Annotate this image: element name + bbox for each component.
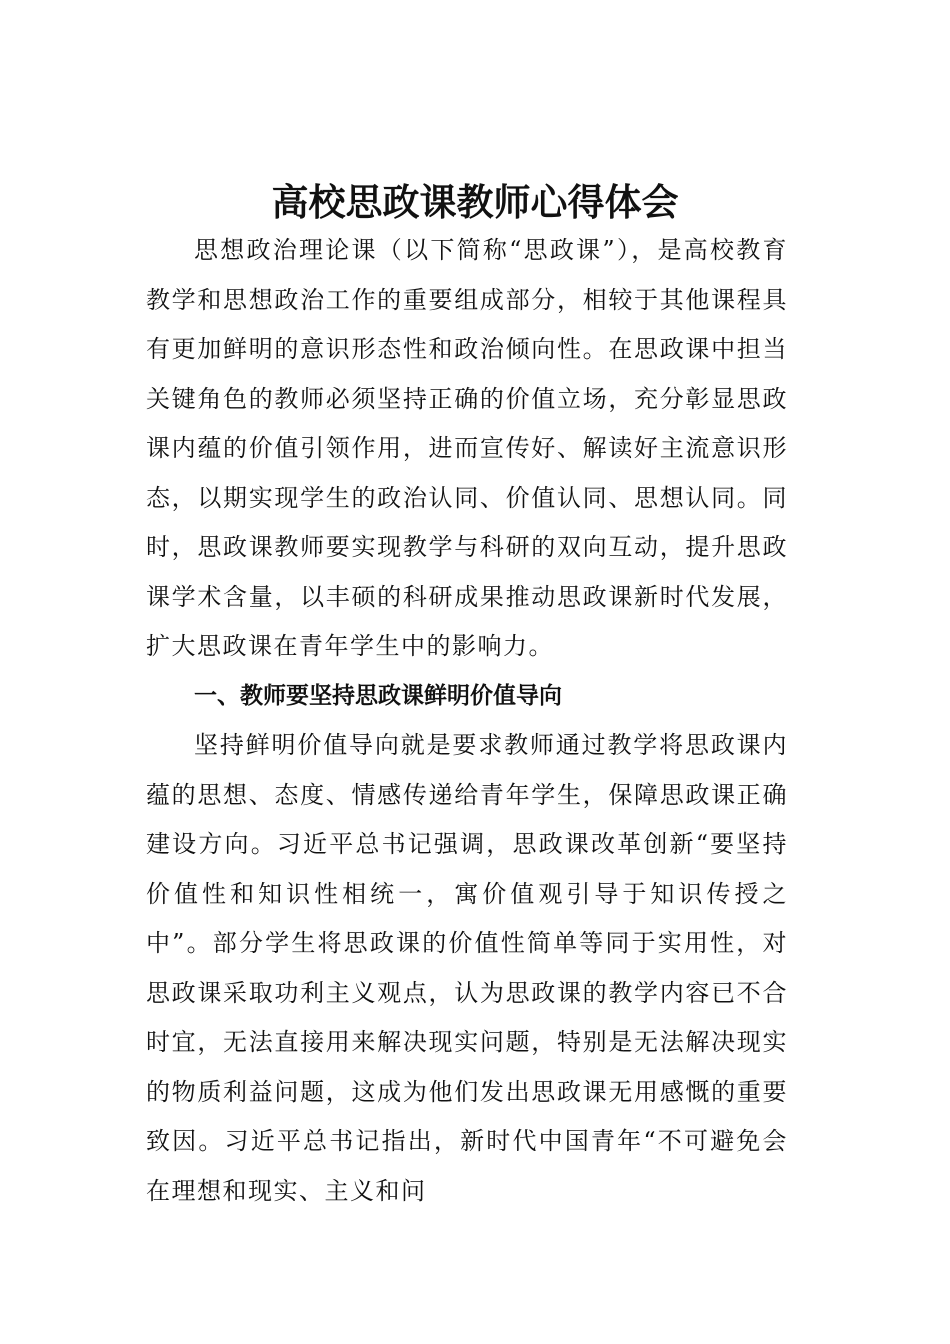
document-title: 高校思政课教师心得体会 [271, 180, 679, 224]
section-heading-1: 一、教师要坚持思政课鲜明价值导向 [194, 682, 562, 709]
intro-paragraph: 思想政治理论课（以下简称“思政课”），是高校教育教学和思想政治工作的重要组成部分，相较于其他课程具有更加鲜明的意识形态性和政治倾向性。在思政课中担当关键角色的教师必须坚持正确的价值立场，充分彰显思政课内蕴的价值引领作用，进而宣传好、解读好主流意识形态，以期实现学生的政治认同、价值认同、思想认同。同时，思政课教师要实现教学与科研的双向互动，提升思政课学术含量，以丰硕的科研成果推动思政课新时代发展，扩大思政课在青年学生中的影响力。 [146, 236, 788, 660]
document-body [146, 226, 788, 1216]
section-1-paragraph: 坚持鲜明价值导向就是要求教师通过教学将思政课内蕴的思想、态度、情感传递给青年学生，保障思政课正确建设方向。习近平总书记强调，思政课改革创新“要坚持价值性和知识性相统一，寓价值观引导于知识传授之中”。部分学生将思政课的价值性简单等同于实用性，对思政课采取功利主义观点，认为思政课的教学内容已不合时宜，无法直接用来解决现实问题，特别是无法解决现实的物质利益问题，这成为他们发出思政课无用感慨的重要致因。习近平总书记指出，新时代中国青年“不可避免会在理想和现实、主义和问 [146, 731, 788, 1205]
